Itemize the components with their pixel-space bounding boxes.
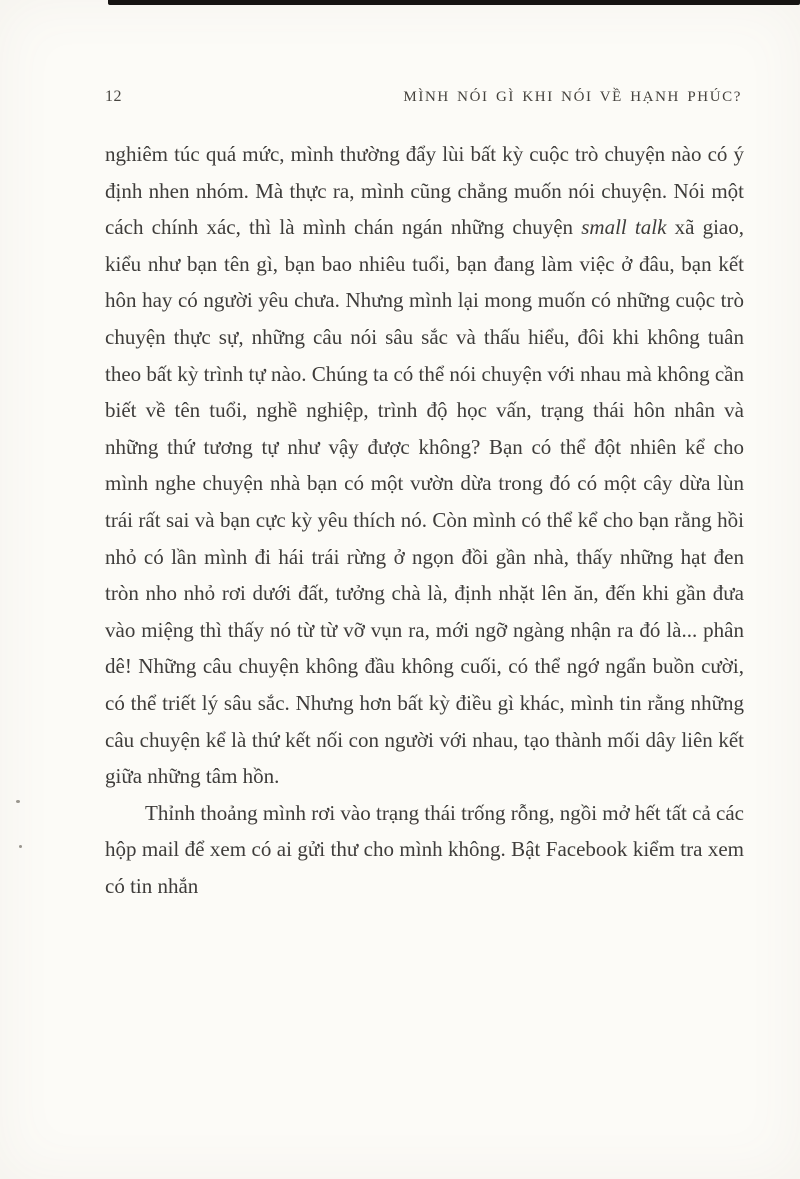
body-text <box>105 136 744 904</box>
paragraph <box>105 136 744 795</box>
scan-edge-strip <box>108 0 800 5</box>
running-title: MÌNH NÓI GÌ KHI NÓI VỀ HẠNH PHÚC? <box>403 89 742 105</box>
page-header <box>105 88 742 106</box>
text-run: nghiêm túc quá mức, mình thường đẩy lùi bất kỳ cuộc trò chuyện nào có ý định nhen nhóm. Mà thực ra, mình cũng chẳng muốn nói chuyện. Nói một cách chính xác, thì là mình chán ngán những chuyện <box>105 142 744 240</box>
page-number: 12 <box>105 88 122 105</box>
scan-speck <box>16 800 20 803</box>
text-run: xã giao, kiểu như bạn tên gì, bạn bao nhiêu tuổi, bạn đang làm việc ở đâu, bạn kết hôn hay có người yêu chưa. Nhưng mình lại mong muốn có những cuộc trò chuyện thực sự, những câu nói sâu sắc và thấu hiểu, đôi khi không tuân theo bất kỳ trình tự nào. Chúng ta có thể nói chuyện với nhau mà không cần biết về tên tuổi, nghề nghiệp, trình độ học vấn, trạng thái hôn nhân và những thứ tương tự như vậy được không? Bạn có thể đột nhiên kể cho mình nghe chuyện nhà bạn có một vườn dừa trong đó có một cây dừa lùn trái rất sai và bạn cực kỳ yêu thích nó. Còn mình có thể kể cho bạn rằng hồi nhỏ có lần mình đi hái trái rừng ở ngọn đồi gần nhà, thấy những hạt đen tròn nho nhỏ rơi dưới đất, tưởng chà là, định nhặt lên ăn, đến khi gần đưa vào miệng thì thấy nó từ từ vỡ vụn ra, mới ngỡ ngàng nhận ra đó là... phân dê! Những câu chuyện không đầu không cuối, có thể ngớ ngẩn buồn cười, có thể triết lý sâu sắc. Nhưng hơn bất kỳ điều gì khác, mình tin rằng những câu chuyện kể là thứ kết nối con người với nhau, tạo thành mối dây liên kết giữa những tâm hồn. <box>105 215 744 789</box>
text-run: Thỉnh thoảng mình rơi vào trạng thái trống rỗng, ngồi mở hết tất cả các hộp mail để xem có ai gửi thư cho mình không. Bật Facebook kiểm tra xem có tin nhắn <box>105 800 744 898</box>
scan-speck <box>19 845 22 848</box>
paragraph <box>105 795 744 905</box>
italic-text-run: small talk <box>581 215 667 240</box>
